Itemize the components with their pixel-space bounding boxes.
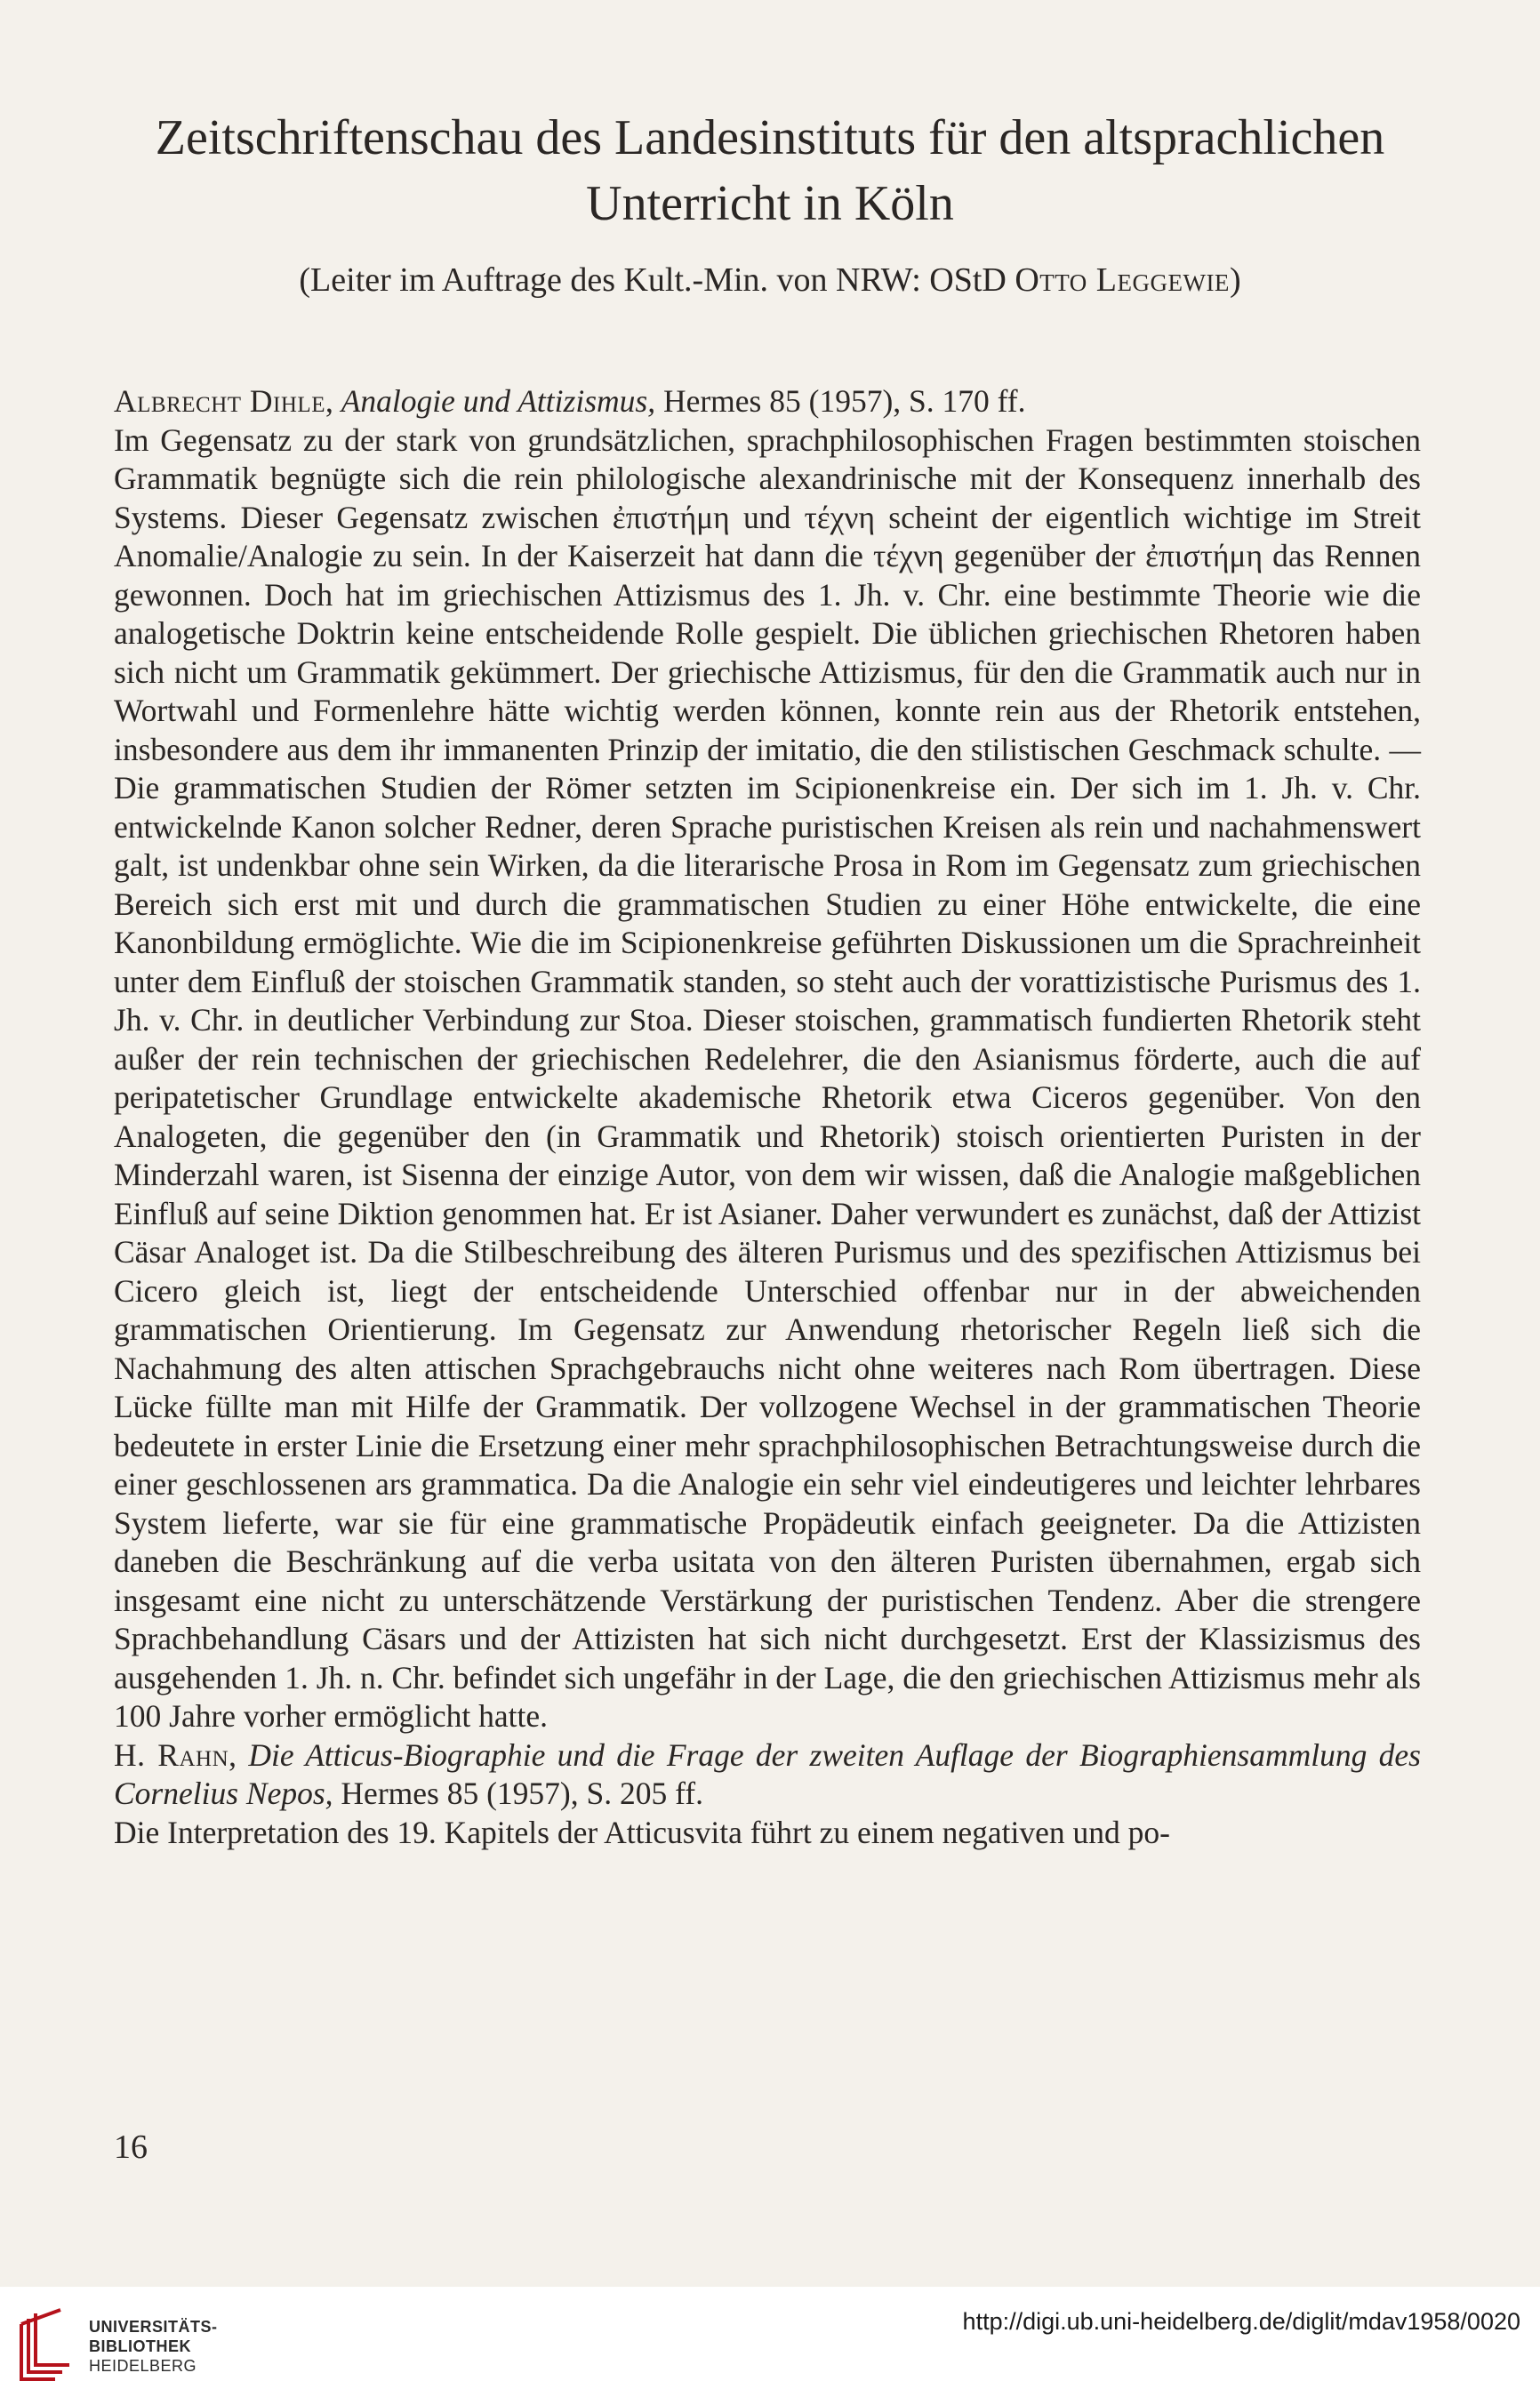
entry-1-text: Im Gegensatz zu der stark von grundsätzlichen, sprachphilosophischen Fragen bestimmten stoischen Grammatik begnügte sich die rein philologische alexandrinische mit der Konsequenz innerhalb des Systems. Dieser Gegensatz zwischen ἐπιστήμη und τέχνη scheint der eigentlich wichtige im Streit Anomalie/Analogie zu sein. In der Kaiserzeit hat dann die τέχνη gegenüber der ἐπιστήμη das Rennen gewonnen. Doch hat im griechischen Attizismus des 1. Jh. v. Chr. eine bestimmte Theorie wie die analogetische Doktrin keine entscheidende Rolle gespielt. Die üblichen griechischen Rhetoren haben sich nicht um Grammatik gekümmert. Der griechische Attizismus, für den die Grammatik auch nur in Wortwahl und Formenlehre hätte wichtig werden können, konnte rein aus der Rhetorik entstehen, insbesondere aus dem ihr immanenten Prinzip der imitatio, die den stilistischen Geschmack schulte. — Die grammatischen Studien der Römer setzten im Scipionenkreise ein. Der sich im 1. Jh. v. Chr. entwickelnde Kanon solcher Redner, deren Sprache puristischen Kreisen als rein und nachahmenswert galt, ist undenkbar ohne sein Wirken, da die literarische Prosa in Rom im Gegensatz zum griechischen Bereich sich erst mit und durch die grammatischen Studien zu einer Höhe entwickelte, die eine Kanonbildung ermöglichte. Wie die im Scipionenkreise geführten Diskussionen um die Sprachreinheit unter dem Einfluß der stoischen Grammatik standen, so steht auch der vorattizistische Purismus des 1. Jh. v. Chr. in deutlicher Verbindung zur Stoa. Dieser stoischen, grammatisch fundierten Rhetorik steht außer der rein technischen der griechischen Redelehrer, die den Asianismus förderte, auch die auf peripatetischer Grundlage entwickelte akademische Rhetorik etwa Ciceros gegenüber. Von den Analogeten, die gegenüber den (in Grammatik und Rhetorik) stoisch orientierten Puristen in der Minderzahl waren, ist Sisenna der einzige Autor, von dem wir wissen, daß die Analogie maßgeblichen Einfluß auf seine Diktion genommen hat. Er ist Asianer. Daher verwundert es zunächst, daß der Attizist Cäsar Analoget ist. Da die Stilbeschreibung des älteren Purismus und des spezifischen Attizismus bei Cicero gleich ist, liegt der entscheidende Unterschied offenbar nur in der abweichenden grammatischen Orientierung. Im Gegensatz zur Anwendung rhetorischer Regeln ließ sich die Nachahmung des alten attischen Sprachgebrauchs nicht ohne weiteres nach Rom übertragen. Diese Lücke füllte man mit Hilfe der Grammatik. Der vollzogene Wechsel in der grammatischen Theorie bedeutete in erster Linie die Ersetzung einer mehr sprachphilosophischen Betrachtungsweise durch die einer geschlossenen ars grammatica. Da die Analogie ein sehr viel eindeutigeres und leichter lehrbares System lieferte, war sie für eine grammatische Propädeutik einfach geeigneter. Da die Attizisten daneben die Beschränkung auf die verba usitata von den älteren Puristen übernahmen, ergab sich insgesamt eine nicht zu unterschätzende Verstärkung der puristischen Tendenz. Aber die strengere Sprachbehandlung Cäsars und der Attizisten hat sich nicht durchgesetzt. Erst der Klassizismus des ausgehenden 1. Jh. n. Chr. befindet sich ungefähr in der Lage, die den griechischen Attizismus mehr als 100 Jahre vorher ermöglicht hatte. [114,421,1421,1734]
entry-2-reference [114,1736,1421,1814]
library-line-2: BIBLIOTHEK [89,2337,191,2355]
university-library-logo-icon [16,2306,75,2385]
entry-2-author: H. Rahn [114,1736,229,1773]
entry-2-text: Die Interpretation des 19. Kapitels der Atticusvita führt zu einem negativen und po- [114,1814,1170,1850]
entry-1-source: Hermes 85 (1957), S. 170 ff. [655,383,1026,419]
title-line-2: Unterricht in Köln [586,176,954,231]
subtitle-prefix: (Leiter im Auftrage des Kult.-Min. von NRW: OStD [299,261,1015,299]
page-title [89,105,1451,236]
library-line-3: HEIDELBERG [89,2357,197,2375]
page-number: 16 [114,2128,148,2166]
article-body [114,382,1421,1852]
university-library-name [89,2317,218,2376]
entry-2-source: Hermes 85 (1957), S. 205 ff. [333,1776,703,1811]
entry-2-title: Die Atticus-Biographie und die Frage der zweiten Auflage der Biographiensammlung des Cornelius Nepos, [114,1736,1421,1811]
title-line-1: Zeitschriftenschau des Landesinstituts für den altsprachlichen [155,110,1385,165]
entry-1-title: Analogie und Attizismus, [341,383,656,419]
subtitle-name: Otto Leggewie [1015,261,1230,299]
subtitle-suffix: ) [1229,261,1241,299]
library-line-1: UNIVERSITÄTS- [89,2318,218,2336]
digitization-footer [0,2287,1540,2405]
page-subtitle [89,258,1451,302]
entry-1-author: Albrecht Dihle [114,383,325,419]
entry-1-reference [114,382,1421,421]
entry-2-separator: , [229,1736,249,1773]
permalink-url[interactable]: http://digi.ub.uni-heidelberg.de/diglit/mdav1958/0020 [962,2308,1520,2335]
entry-1-separator: , [325,383,341,419]
